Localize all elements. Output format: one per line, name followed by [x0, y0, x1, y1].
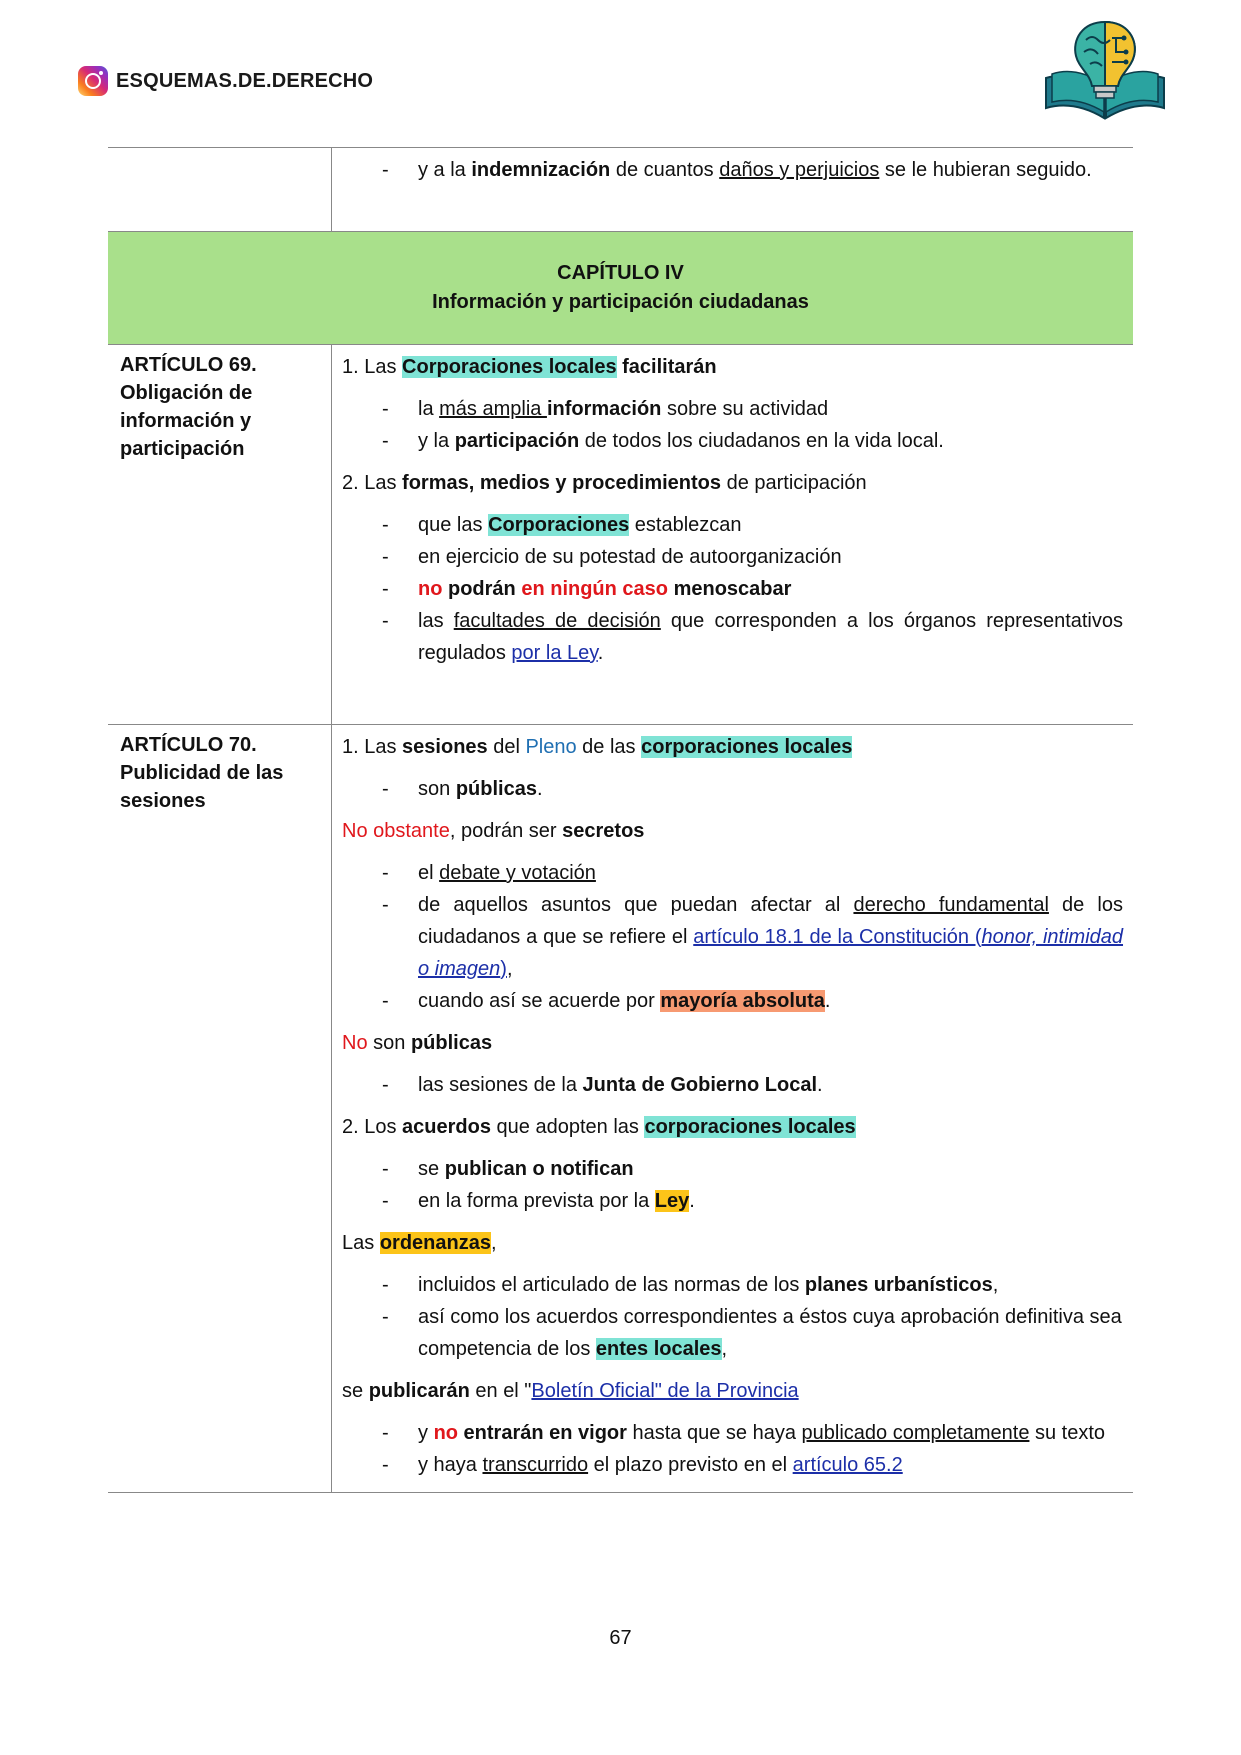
- paragraph: Las ordenanzas,: [342, 1232, 497, 1254]
- continuation-right-cell: [332, 148, 1134, 232]
- list-item: - cuando así se acuerde por mayoría absoluta.: [382, 985, 1123, 1017]
- list-item: - en la forma prevista por la Ley.: [382, 1185, 1123, 1217]
- article-69-heading: ARTÍCULO 69. Obligación de información y participación: [108, 345, 332, 725]
- chapter-header-row: [108, 232, 1133, 345]
- paragraph: No obstante, podrán ser secretos: [342, 820, 645, 842]
- paragraph: se publicarán en el "Boletín Oficial" de la Provincia: [342, 1380, 799, 1402]
- list-item: - no podrán en ningún caso menoscabar: [382, 573, 1123, 605]
- chapter-number: CAPÍTULO IV: [557, 262, 684, 284]
- paragraph: 1. Las Corporaciones locales facilitarán: [342, 356, 717, 378]
- list-item: - que las Corporaciones establezcan: [382, 509, 1123, 541]
- paragraph: 2. Las formas, medios y procedimientos de participación: [342, 472, 867, 494]
- brand-header: [78, 66, 373, 96]
- list-item: - la más amplia información sobre su actividad: [382, 393, 1123, 425]
- list-item: - y no entrarán en vigor hasta que se haya publicado completamente su texto: [382, 1417, 1123, 1449]
- link-por-la-ley[interactable]: por la Ley: [511, 642, 598, 664]
- chapter-header: [108, 232, 1133, 345]
- list-item: - y haya transcurrido el plazo previsto en el artículo 65.2: [382, 1449, 1123, 1481]
- article-70-heading: ARTÍCULO 70. Publicidad de las sesiones: [108, 725, 332, 1493]
- list-item: - las facultades de decisión que corresponden a los órganos representativos regulados por la Ley.: [382, 605, 1123, 669]
- list-item: - de aquellos asuntos que puedan afectar al derecho fundamental de los ciudadanos a que se refiere el artículo 18.1 de la Constitución (honor, intimidad o imagen),: [382, 889, 1123, 985]
- list-item: - incluidos el articulado de las normas de los planes urbanísticos,: [382, 1269, 1123, 1301]
- brand-name: ESQUEMAS.DE.DERECHO: [116, 69, 374, 92]
- articles-table: [108, 147, 1133, 1493]
- article-69-body: [332, 345, 1134, 725]
- article-69-row: [108, 345, 1133, 725]
- instagram-icon: [78, 66, 108, 96]
- brain-lightbulb-book-logo: [1042, 18, 1168, 124]
- link-boletin-oficial[interactable]: Boletín Oficial" de la Provincia: [531, 1380, 799, 1402]
- continuation-left-cell: [108, 148, 332, 232]
- article-70-body: [332, 725, 1134, 1493]
- list-item: - y a la indemnización de cuantos daños y perjuicios se le hubieran seguido.: [382, 154, 1123, 186]
- chapter-title: Información y participación ciudadanas: [432, 291, 809, 313]
- list-item: - son públicas.: [382, 773, 1123, 805]
- list-item: - el debate y votación: [382, 857, 1123, 889]
- list-item: - se publican o notifican: [382, 1153, 1123, 1185]
- link-articulo-65-2[interactable]: artículo 65.2: [792, 1454, 903, 1476]
- article-70-row: [108, 725, 1133, 1493]
- list-item: - en ejercicio de su potestad de autoorganización: [382, 541, 1123, 573]
- paragraph: No son públicas: [342, 1032, 493, 1054]
- list-item: - las sesiones de la Junta de Gobierno Local.: [382, 1069, 1123, 1101]
- paragraph: 2. Los acuerdos que adopten las corporaciones locales: [342, 1116, 856, 1138]
- page-number: 67: [609, 1627, 632, 1649]
- paragraph: 1. Las sesiones del Pleno de las corporaciones locales: [342, 736, 853, 758]
- link-articulo-18-1-constitucion[interactable]: artículo 18.1 de la Constitución (honor, intimidad o imagen): [418, 926, 1124, 980]
- list-item: - y la participación de todos los ciudadanos en la vida local.: [382, 425, 1123, 457]
- list-item: - así como los acuerdos correspondientes a éstos cuya aprobación definitiva sea competencia de los entes locales,: [382, 1301, 1123, 1365]
- continuation-row: [108, 148, 1133, 232]
